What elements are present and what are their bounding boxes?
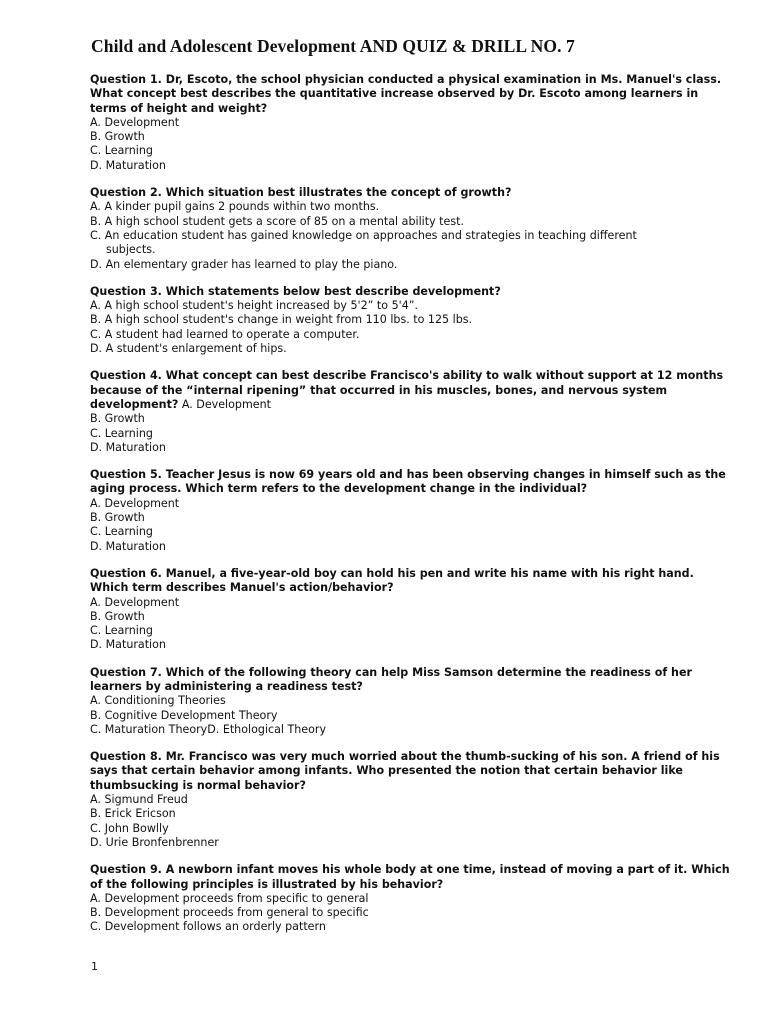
question-stem-line: Question 5. Teacher Jesus is now 69 years old and has been observing changes in himself such as the (90, 468, 726, 482)
answer-option: D. A student's enlargement of hips. (90, 342, 287, 356)
answer-option: B. Growth (90, 412, 145, 426)
question-stem-line: of the following principles is illustrated by his behavior? (90, 877, 444, 891)
question-stem-text: development? (90, 397, 179, 411)
question-stem-line: learners by administering a readiness test? (90, 679, 363, 693)
answer-option: C. Learning (90, 525, 153, 539)
question-stem-line: because of the “internal ripening” that occurred in his muscles, bones, and nervous system (90, 383, 668, 397)
answer-option: C. Learning (90, 624, 153, 638)
answer-option: D. An elementary grader has learned to play the piano. (90, 257, 398, 271)
answer-option: C. A student had learned to operate a computer. (90, 327, 360, 341)
question-2 (90, 186, 690, 272)
answer-option: C. Learning (90, 144, 153, 158)
answer-option: C. Maturation TheoryD. Ethological Theory (90, 722, 327, 736)
answer-option: D. Maturation (90, 638, 166, 652)
question-stem-line: Question 4. What concept can best describe Francisco's ability to walk without support at 12 months (90, 369, 724, 383)
answer-option: A. A high school student's height increased by 5'2” to 5'4”. (90, 299, 419, 313)
answer-option: A. Development (90, 115, 180, 129)
question-6 (90, 566, 694, 653)
answer-option: B. Erick Ericson (90, 807, 176, 821)
question-stem-line: Which term describes Manuel's action/behavior? (90, 581, 394, 595)
answer-option: D. Urie Bronfenbrenner (90, 835, 219, 849)
answer-option: B. Growth (90, 511, 145, 525)
answer-option: C. Learning (90, 426, 153, 440)
answer-option: A. Conditioning Theories (90, 694, 226, 708)
answer-option: A. A kinder pupil gains 2 pounds within two months. (90, 200, 380, 214)
answer-option: A. Development proceeds from specific to general (90, 891, 369, 905)
answer-option: C. Development follows an orderly pattern (90, 920, 326, 934)
answer-option: B. A high school student gets a score of 85 on a mental ability test. (90, 214, 465, 228)
answer-option: B. A high school student's change in weight from 110 lbs. to 125 lbs. (90, 313, 473, 327)
question-stem-line: Question 8. Mr. Francisco was very much worried about the thumb-sucking of his son. A friend of his (90, 750, 720, 764)
answer-option: B. Growth (90, 609, 145, 623)
question-stem-line: Question 2. Which situation best illustrates the concept of growth? (90, 186, 512, 200)
question-8 (90, 750, 720, 850)
answer-option: D. Maturation (90, 440, 166, 454)
document-title: Child and Adolescent Development AND QUIZ & DRILL NO. 7 (91, 36, 575, 56)
question-list (90, 73, 730, 948)
answer-option: B. Growth (90, 130, 145, 144)
question-stem-line: Question 1. Dr, Escoto, the school physician conducted a physical examination in Ms. Manuel's class. (90, 73, 722, 86)
answer-option: A. Sigmund Freud (90, 793, 188, 807)
answer-option: D. Maturation (90, 539, 166, 553)
answer-option: B. Cognitive Development Theory (90, 708, 278, 722)
question-7 (90, 666, 690, 737)
answer-option-continuation: subjects. (106, 243, 156, 257)
answer-option: C. John Bowlly (90, 821, 169, 835)
question-stem-line: terms of height and weight? (90, 101, 268, 115)
question-stem-line: Question 6. Manuel, a five-year-old boy can hold his pen and write his name with his right hand. (90, 566, 694, 580)
answer-option: D. Maturation (90, 158, 166, 172)
question-stem-line: What concept best describes the quantitative increase observed by Dr. Escoto among learners in (90, 87, 699, 101)
question-stem-line: aging process. Which term refers to the development change in the individual? (90, 482, 588, 496)
page-number: 1 (91, 960, 98, 973)
question-stem-line: says that certain behavior among infants. Who presented the notion that certain behavior like (90, 764, 683, 778)
question-3 (90, 285, 690, 356)
question-1 (90, 73, 722, 173)
question-stem-line: Question 9. A newborn infant moves his whole body at one time, instead of moving a part of it. Which (90, 863, 730, 877)
question-9 (90, 863, 730, 934)
answer-option: B. Development proceeds from general to specific (90, 906, 369, 920)
question-stem-line: Question 7. Which of the following theory can help Miss Samson determine the readiness of her (90, 665, 692, 679)
question-stem-line-with-option (90, 398, 690, 412)
question-5 (90, 468, 726, 554)
question-stem-line: thumbsucking is normal behavior? (90, 778, 306, 792)
question-stem-line: Question 3. Which statements below best describe development? (90, 284, 501, 298)
answer-option: C. An education student has gained knowledge on approaches and strategies in teaching different (90, 228, 637, 242)
answer-option: A. Development (90, 595, 180, 609)
question-4 (90, 369, 724, 455)
answer-option: A. Development (90, 496, 180, 510)
answer-option: A. Development (178, 397, 271, 411)
